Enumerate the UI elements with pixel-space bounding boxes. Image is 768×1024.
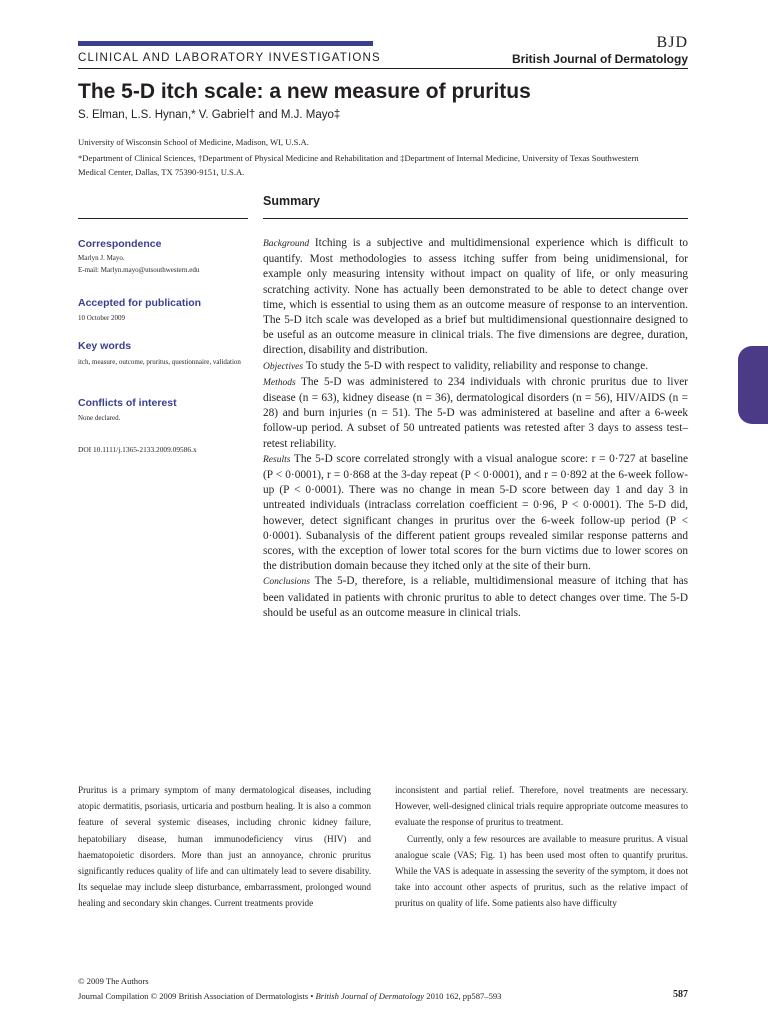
sidebar-rule	[78, 218, 248, 219]
affiliation-line: Medical Center, Dallas, TX 75390-9151, U.S.A.	[78, 167, 245, 177]
abstract-results: Results The 5-D score correlated strongly with a visual analogue score: r = 0·727 at baseline (P < 0·0001), r = 0·868 at the 3-day repeat (P < 0·0001), and r = 0·892 at the 6-week follow-up (P < 0·0001). There was no change in mean 5-D score between day 1 and day 3 in untreated individuals (intraclass correlation coefficient = 0·96, P < 0·0001). The 5-D did, however, detect significant changes in pruritus over the 6-week follow-up period (P < 0·0001). Subanalysis of the different patient groups revealed similar response patterns and scores, with the exception of lower total scores for the burn victims due to lower scores on the distribution domain because they itched only at the site of their burn.	[263, 452, 688, 573]
article-title: The 5-D itch scale: a new measure of pruritus	[78, 80, 531, 103]
accepted-date: 10 October 2009	[78, 314, 126, 322]
body-paragraph: Pruritus is a primary symptom of many dermatological diseases, including atopic dermatitis, psoriasis, urticaria and postburn healing. It is also a common feature of several systemic diseases, including chronic kidney failure, hepatobiliary disease, human immunodeficiency virus (HIV) and haematopoietic disorders. More than just an annoyance, chronic pruritus significantly reduces quality of life and can ultimately lead to severe disability. Its sequelae may include sleep disturbance, embarrassment, prolonged wound healing and secondary skin changes. Current treatments provide	[78, 785, 371, 909]
doi[interactable]: DOI 10.1111/j.1365-2133.2009.09586.x	[78, 445, 197, 454]
summary-heading: Summary	[263, 194, 320, 208]
conflicts-heading: Conflicts of interest	[78, 397, 177, 409]
summary-rule	[263, 218, 688, 219]
correspondence-email[interactable]: E-mail: Marlyn.mayo@utsouthwestern.edu	[78, 266, 200, 274]
affiliation-line: University of Wisconsin School of Medicine, Madison, WI, U.S.A.	[78, 137, 309, 147]
article-authors: S. Elman, L.S. Hynan,* V. Gabriel† and M.J. Mayo‡	[78, 109, 341, 121]
keywords-heading: Key words	[78, 340, 132, 352]
section-side-tab	[738, 346, 768, 424]
journal-abbreviation: BJD	[656, 34, 688, 51]
correspondence-heading: Correspondence	[78, 238, 162, 250]
section-label: CLINICAL AND LABORATORY INVESTIGATIONS	[78, 52, 381, 64]
accepted-heading: Accepted for publication	[78, 297, 202, 309]
conflicts-text: None declared.	[78, 414, 121, 422]
affiliation-line: *Department of Clinical Sciences, †Department of Physical Medicine and Rehabilitation and ‡Department of Internal Medicine, University of Texas Southwestern	[78, 153, 639, 163]
summary-abstract	[263, 236, 688, 621]
correspondence-details	[78, 252, 258, 276]
body-paragraph: inconsistent and partial relief. Therefore, novel treatments are necessary. However, well-designed clinical trials require appropriate outcome measures to evaluate the response of pruritus to treatment.	[395, 785, 688, 828]
body-column-right	[395, 782, 688, 912]
body-column-left	[78, 782, 371, 912]
keywords-list: itch, measure, outcome, pruritus, questionnaire, validation	[78, 358, 241, 366]
page-number: 587	[673, 989, 688, 1000]
abstract-methods: Methods The 5-D was administered to 234 individuals with chronic pruritus due to liver disease (n = 63), kidney disease (n = 36), dermatological disorders (n = 56), HIV/AIDS (n = 28) and burn injuries (n = 51). The 5-D was administered at baseline and after a 6-week follow-up period. A subset of 50 untreated patients was retested after 3 days to assess test–retest reliability.	[263, 375, 688, 450]
header-rule	[78, 68, 688, 69]
abstract-background: Background Itching is a subjective and multidimensional experience which is difficult to quantify. Most methodologies to assess itching suffer from being unidimensional, for example only measuring intensity without impact on quality of life, or only measuring scratching activity. None has actually been demonstrated to be able to detect change over time, which is essential to using them as an outcome measure of response to an intervention. The 5-D itch scale was developed as a brief but multidimensional questionnaire designed to be useful as an outcome measure in clinical trials. The five dimensions are degree, duration, direction, disability and distribution.	[263, 237, 688, 357]
footer-citation: Journal Compilation © 2009 British Association of Dermatologists • British Journal of Dermatology 2010 162, pp587–593	[78, 991, 502, 1001]
correspondence-name: Marlyn J. Mayo.	[78, 254, 125, 262]
abstract-objectives: Objectives To study the 5-D with respect to validity, reliability and response to change.	[263, 359, 649, 372]
abstract-conclusions: Conclusions The 5-D, therefore, is a reliable, multidimensional measure of itching that has been validated in patients with chronic pruritus to able to detect changes over time. The 5-D should be useful as an outcome measure in clinical trials.	[263, 575, 688, 619]
header-accent-bar	[78, 41, 373, 46]
footer-copyright: © 2009 The Authors	[78, 976, 149, 986]
body-paragraph: Currently, only a few resources are available to measure pruritus. A visual analogue scale (VAS; Fig. 1) has been used most often to quantify pruritus. While the VAS is adequate in assessing the severity of the symptom, it does not take into account other aspects of pruritus, such as the relative impact of pruritus on quality of life. Some patients also have difficulty	[395, 833, 688, 909]
journal-name: British Journal of Dermatology	[511, 52, 688, 66]
